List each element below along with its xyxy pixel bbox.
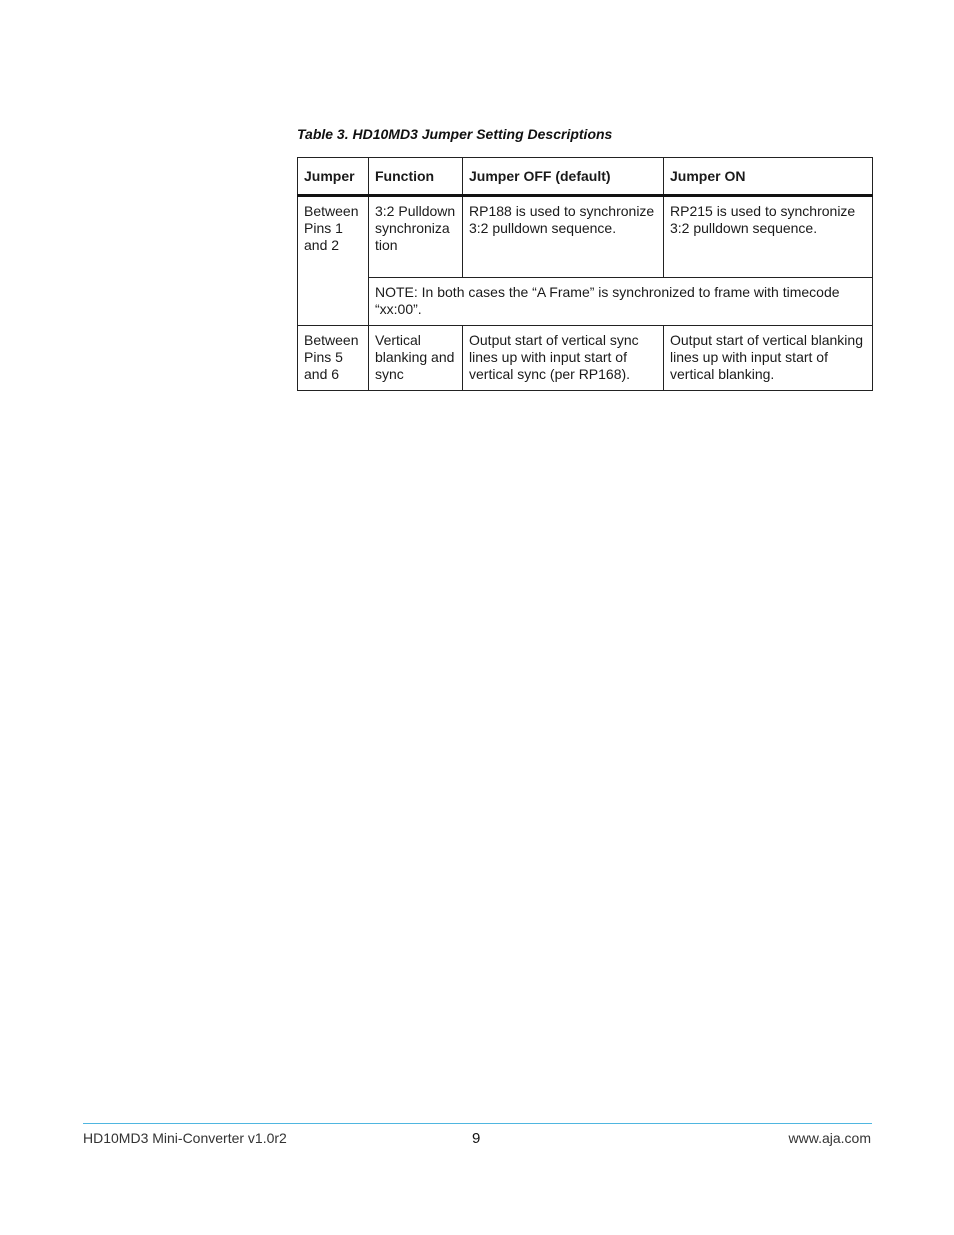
table-caption: Table 3. HD10MD3 Jumper Setting Descriptions — [297, 126, 613, 142]
cell-note: NOTE: In both cases the “A Frame” is synchronized to frame with timecode “xx:00”. — [369, 278, 873, 326]
cell-jumper: Between Pins 5 and 6 — [298, 326, 369, 391]
cell-function: 3:2 Pulldown synchroniza tion — [369, 196, 463, 278]
jumper-settings-table — [297, 157, 873, 391]
header-function: Function — [369, 158, 463, 196]
table-row — [298, 196, 873, 278]
cell-jumper-off: RP188 is used to synchronize 3:2 pulldown sequence. — [463, 196, 664, 278]
footer-divider — [83, 1123, 872, 1124]
footer-document-title: HD10MD3 Mini-Converter v1.0r2 — [83, 1130, 287, 1146]
page-number: 9 — [472, 1130, 481, 1147]
cell-jumper-off: Output start of vertical sync lines up with input start of vertical sync (per RP168). — [463, 326, 664, 391]
table-header-row — [298, 158, 873, 196]
header-jumper: Jumper — [298, 158, 369, 196]
cell-jumper: Between Pins 1 and 2 — [298, 196, 369, 326]
header-jumper-off: Jumper OFF (default) — [463, 158, 664, 196]
table-row — [298, 326, 873, 391]
table-note-row — [298, 278, 873, 326]
header-jumper-on: Jumper ON — [664, 158, 873, 196]
cell-jumper-on: Output start of vertical blanking lines up with input start of vertical blanking. — [664, 326, 873, 391]
cell-function: Vertical blanking and sync — [369, 326, 463, 391]
footer-website-link[interactable]: www.aja.com — [788, 1130, 871, 1146]
cell-jumper-on: RP215 is used to synchronize 3:2 pulldown sequence. — [664, 196, 873, 278]
